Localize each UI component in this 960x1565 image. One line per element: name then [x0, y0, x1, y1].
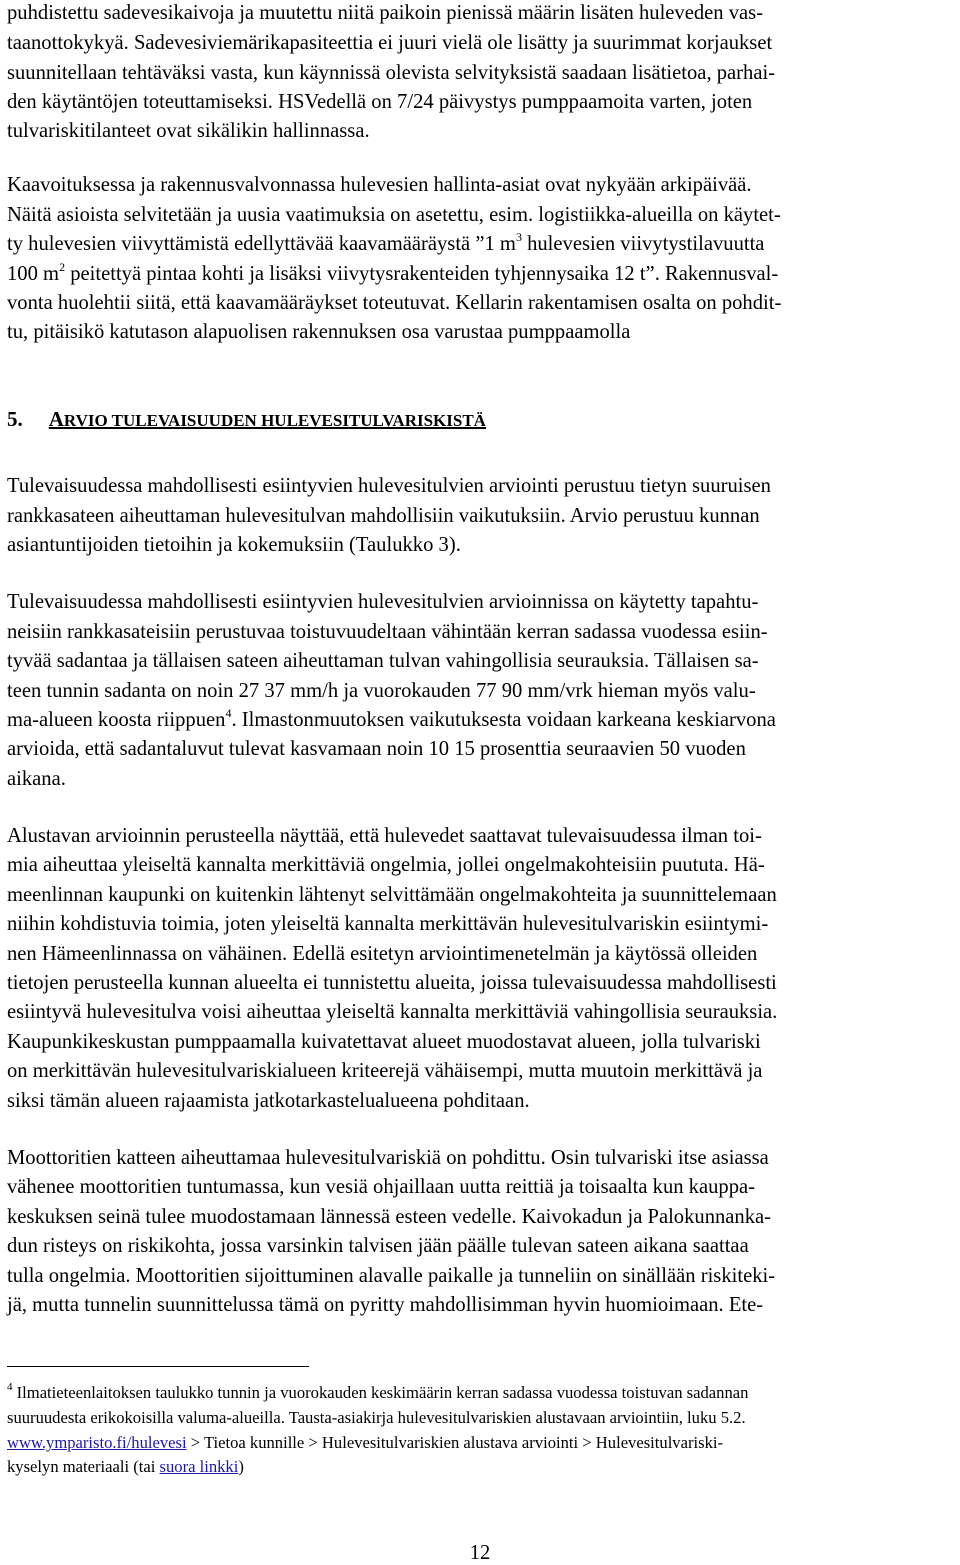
text-line: Kaavoituksessa ja rakennusvalvonnassa hulevesien hallinta-asiat ovat nykyään arkipäivää. — [7, 174, 752, 196]
text-span: hulevesien viivytystilavuutta — [521, 233, 765, 255]
text-line: on merkittävän hulevesitulvariskialueen kriteerejä vähäisempi, mutta muutoin merkittävä ja — [7, 1060, 763, 1082]
page-number: 12 — [469, 1542, 491, 1564]
text-line: keskuksen seinä tulee muodostamaan lännessä esteen vedelle. Kaivokadun ja Palokunnanka- — [7, 1206, 772, 1228]
text-line: den käytäntöjen toteuttamiseksi. HSVedellä on 7/24 päivystys pumppaamoita varten, joten — [7, 91, 753, 113]
text-span: ty hulevesien viivyttämistä edellyttävää kaavamääräystä ”1 m — [7, 233, 516, 255]
text-span: 100 m — [7, 263, 60, 285]
text-line: rankkasateen aiheuttaman hulevesitulvan mahdollisiin vaikutuksiin. Arvio perustuu kunnan — [7, 505, 760, 527]
text-line: tu, pitäisikö katutason alapuolisen rakennuksen osa varustaa pumppaamolla — [7, 321, 631, 343]
footnote-line — [7, 1383, 748, 1403]
footnote-line — [7, 1457, 244, 1477]
text-span: peitettyä pintaa kohti ja lisäksi viivytysrakenteiden tyhjennysaika 12 t”. Rakennusval- — [65, 263, 779, 285]
footnote-number: 4 — [7, 1381, 13, 1394]
text-line: Alustavan arvioinnin perusteella näyttää, että hulevedet saattavat tulevaisuudessa ilman toi- — [7, 825, 762, 847]
footnote-ref: 4 — [225, 706, 232, 721]
text-line: Tulevaisuudessa mahdollisesti esiintyvien hulevesitulvien arvioinnissa on käytetty tapahtu- — [7, 591, 759, 613]
text-line: tulvariskitilanteet ovat sikälikin hallinnassa. — [7, 120, 370, 142]
section-number: 5. — [7, 407, 23, 431]
text-line: jä, mutta tunnelin suunnittelussa tämä on pyritty mahdollisimman hyvin huomioimaan. Ete- — [7, 1294, 764, 1316]
text-line: arvioida, että sadantaluvut tulevat kasvamaan noin 10 15 prosenttia seuraavien 50 vuoden — [7, 738, 746, 760]
text-line: puhdistettu sadevesikaivoja ja muutettu niitä paikoin pienissä määrin lisäten huleveden vas- — [7, 2, 764, 24]
text-line — [7, 232, 764, 256]
text-line: Kaupunkikeskustan pumppaamalla kuivatettavat alueet muodostavat alueen, jolla tulvariski — [7, 1031, 761, 1053]
text-line — [7, 262, 778, 286]
text-line: Tulevaisuudessa mahdollisesti esiintyvien hulevesitulvien arviointi perustuu tietyn suuruisen — [7, 475, 771, 497]
text-span: ma-alueen koosta riippuen — [7, 709, 226, 731]
text-line: tyvää sadantaa ja tällaisen sateen aiheuttaman tulvan vahingollisia seurauksia. Tällaisen sa- — [7, 650, 759, 672]
footnote-line: suuruudesta erikokoisilla valuma-alueilla. Tausta-asiakirja hulevesitulvariskien alustavaan arviointiin, luku 5.2. — [7, 1408, 746, 1427]
text-span: ) — [238, 1457, 244, 1476]
text-line: nen Hämeenlinnassa on vähäinen. Edellä esitetyn arviointimenetelmän ja käytössä olleiden — [7, 943, 758, 965]
text-line: asiantuntijoiden tietoihin ja kokemuksiin (Taulukko 3). — [7, 534, 461, 556]
text-line: niihin kohdistuvia toimia, joten yleiseltä kannalta merkittävän hulevesitulvariskin esiintymi- — [7, 913, 769, 935]
text-line: teen tunnin sadanta on noin 27 37 mm/h ja vuorokauden 77 90 mm/vrk hieman myös valu- — [7, 680, 756, 702]
text-line: meenlinnan kaupunki on kuitenkin lähtenyt selvittämään ongelmakohteita ja suunnittelemaan — [7, 884, 777, 906]
text-line: dun risteys on riskikohta, jossa varsinkin talvisen jään päälle tulevan sateen aikana saattaa — [7, 1235, 749, 1257]
text-line: aikana. — [7, 768, 66, 790]
text-span: > Tietoa kunnille > Hulevesitulvariskien alustava arviointi > Hulevesitulvariski- — [186, 1433, 723, 1452]
section-title — [49, 409, 486, 431]
text-line: vähenee moottoritien tuntumassa, kun vesiä ohjaillaan uutta reittiä ja toisaalta kun kauppa- — [7, 1176, 756, 1198]
section-heading — [7, 406, 486, 434]
text-line: Moottoritien katteen aiheuttamaa hulevesitulvariskiä on pohdittu. Osin tulvariski itse asiassa — [7, 1147, 769, 1169]
text-line: tulla ongelmia. Moottoritien sijoittuminen alavalle paikalle ja tunneliin on sinällään riskiteki- — [7, 1265, 776, 1287]
section-title-rest: RVIO TULEVAISUUDEN HULEVESITULVARISKISTÄ — [63, 411, 486, 430]
ymparisto-link[interactable]: www.ymparisto.fi/hulevesi — [7, 1433, 187, 1452]
text-line — [7, 708, 776, 732]
text-line: esiintyvä hulevesitulva voisi aiheuttaa yleiseltä kannalta merkittäviä vahingollisia seurauksia. — [7, 1001, 778, 1023]
superscript: 2 — [59, 260, 66, 275]
text-line: vonta huolehtii siitä, että kaavamääräykset toteutuvat. Kellarin rakentamisen osalta on pohdit- — [7, 292, 782, 314]
section-title-initial: A — [48, 407, 64, 431]
text-line: tietojen perusteella kunnan alueelta ei tunnistettu alueita, joissa tulevaisuudessa mahdollisesti — [7, 972, 777, 994]
text-span: Ilmatieteenlaitoksen taulukko tunnin ja vuorokauden keskimäärin kerran sadassa vuodessa toistuvan sadannan — [12, 1383, 749, 1402]
direct-link[interactable]: suora linkki — [159, 1457, 239, 1476]
text-line: neisiin rankkasateisiin perustuvaa toistuvuudeltaan vähintään kerran sadassa vuodessa esiin- — [7, 621, 768, 643]
text-line: taanottokykyä. Sadevesiviemärikapasiteettia ei juuri vielä ole lisätty ja suurimmat korjaukset — [7, 32, 773, 54]
text-line: siksi tämän alueen rajaamista jatkotarkastelualueena pohditaan. — [7, 1090, 530, 1112]
text-line: Näitä asioista selvitetään ja uusia vaatimuksia on asetettu, esim. logistiikka-alueilla on käytet- — [7, 204, 781, 226]
text-line: suunnitellaan tehtäväksi vasta, kun käynnissä olevista selvityksistä saadaan lisätietoa, parhai- — [7, 62, 776, 84]
footnote-divider — [7, 1366, 309, 1367]
text-span: . Ilmastonmuutoksen vaikutuksesta voidaan karkeana keskiarvona — [231, 709, 776, 731]
text-line: mia aiheuttaa yleiseltä kannalta merkittäviä ongelmia, jollei ongelmakohteisiin puututa. Hä- — [7, 854, 765, 876]
text-span: kyselyn materiaali (tai — [7, 1457, 160, 1476]
footnote-line — [7, 1433, 723, 1453]
superscript: 3 — [515, 230, 522, 245]
